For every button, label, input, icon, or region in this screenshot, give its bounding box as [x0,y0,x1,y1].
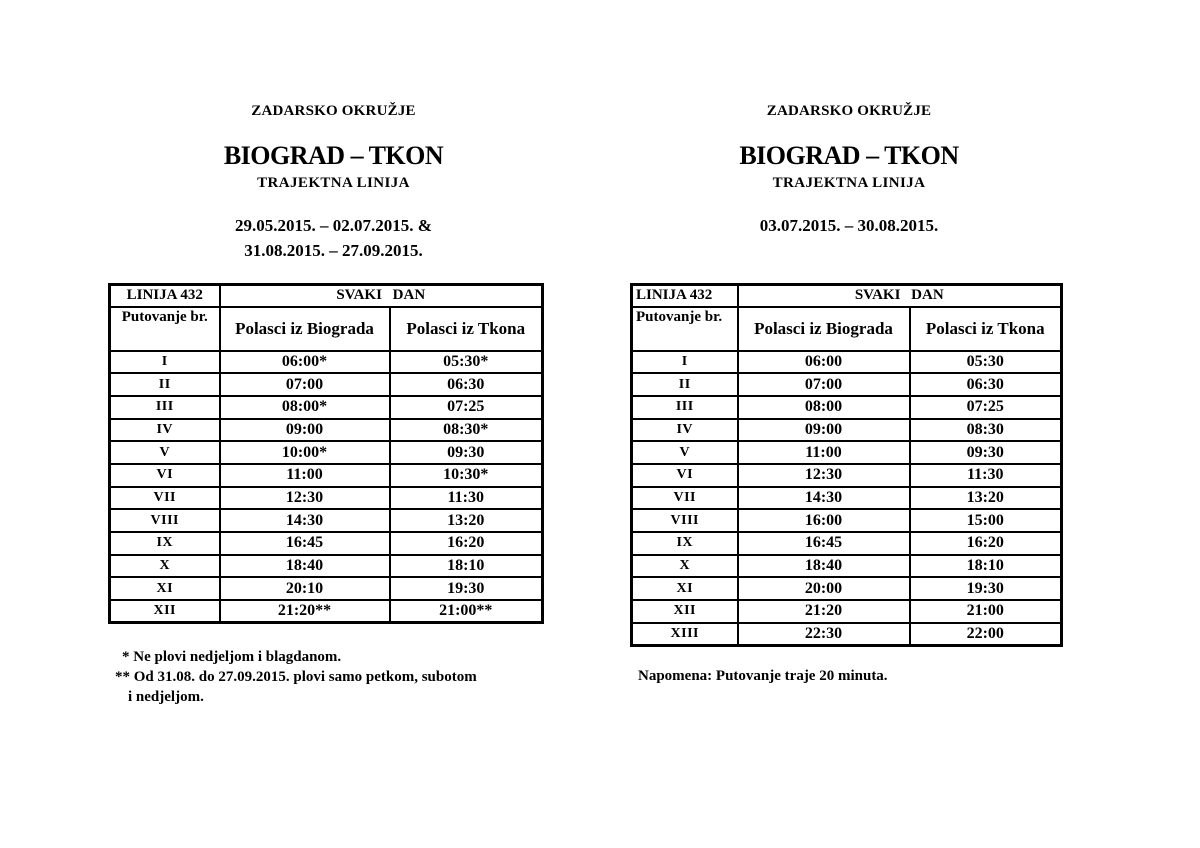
line-number-cell: LINIJA 432 [632,285,738,307]
biograd-departure-cell: 12:30 [220,487,390,510]
table-row [632,419,1062,442]
trip-number-cell: XIII [632,623,738,646]
table-row [110,487,543,510]
validity-period [634,213,1064,238]
table-row [110,577,543,600]
biograd-departure-cell: 10:00* [220,441,390,464]
table-row [632,623,1062,646]
trip-number-cell: VII [632,487,738,510]
tkon-departure-cell: 21:00 [910,600,1062,623]
tkon-departure-cell: 05:30 [910,351,1062,374]
route-title: BIOGRAD – TKON [739,141,959,170]
table-row [632,555,1062,578]
trip-number-cell: III [110,396,220,419]
trip-number-cell: XII [110,600,220,623]
tkon-departure-cell: 18:10 [390,555,543,578]
left-schedule-page [108,0,541,848]
tkon-column-header: Polasci iz Tkona [390,307,543,351]
biograd-departure-cell: 21:20 [738,600,910,623]
tkon-departure-cell: 16:20 [910,532,1062,555]
biograd-departure-cell: 11:00 [738,441,910,464]
trip-number-cell: VII [110,487,220,510]
frequency-cell: SVAKI DAN [220,285,543,307]
table-row [632,577,1062,600]
tkon-departure-cell: 16:20 [390,532,543,555]
trip-number-cell: VIII [110,509,220,532]
trip-number-cell: X [110,555,220,578]
tkon-departure-cell: 05:30* [390,351,543,374]
tkon-departure-cell: 10:30* [390,464,543,487]
tkon-departure-cell: 13:20 [390,509,543,532]
trip-number-cell: X [632,555,738,578]
table-row [110,509,543,532]
tkon-departure-cell: 08:30 [910,419,1062,442]
table-header-row [110,285,543,307]
biograd-departure-cell: 21:20** [220,600,390,623]
frequency-cell: SVAKI DAN [738,285,1062,307]
tkon-departure-cell: 15:00 [910,509,1062,532]
table-row [110,600,543,623]
trip-number-cell: III [632,396,738,419]
table-row [632,532,1062,555]
biograd-departure-cell: 16:45 [738,532,910,555]
tkon-departure-cell: 09:30 [390,441,543,464]
trip-column-header: Putovanje br. [110,307,220,351]
route-title: BIOGRAD – TKON [223,141,444,170]
trip-number-cell: XII [632,600,738,623]
tkon-departure-cell: 06:30 [910,373,1062,396]
biograd-departure-cell: 18:40 [220,555,390,578]
table-row [110,419,543,442]
tkon-departure-cell: 06:30 [390,373,543,396]
footnotes [115,647,477,707]
validity-period-line: 31.08.2015. – 27.09.2015. [244,241,423,260]
table-row [632,509,1062,532]
schedule-table-body [632,351,1062,646]
trip-number-cell: IV [632,419,738,442]
biograd-departure-cell: 08:00 [738,396,910,419]
tkon-departure-cell: 22:00 [910,623,1062,646]
tkon-departure-cell: 21:00** [390,600,543,623]
trip-number-cell: IX [110,532,220,555]
biograd-departure-cell: 09:00 [220,419,390,442]
biograd-departure-cell: 20:00 [738,577,910,600]
table-row [110,396,543,419]
region-label: ZADARSKO OKRUŽJE [251,103,416,119]
biograd-departure-cell: 22:30 [738,623,910,646]
biograd-departure-cell: 14:30 [220,509,390,532]
trip-column-header: Putovanje br. [632,307,738,351]
tkon-departure-cell: 07:25 [910,396,1062,419]
table-row [110,373,543,396]
trip-number-cell: VIII [632,509,738,532]
line-type-subtitle: TRAJEKTNA LINIJA [772,175,926,191]
biograd-departure-cell: 14:30 [738,487,910,510]
tkon-departure-cell: 19:30 [390,577,543,600]
region-label: ZADARSKO OKRUŽJE [766,103,932,119]
biograd-departure-cell: 07:00 [220,373,390,396]
line-type-subtitle: TRAJEKTNA LINIJA [257,175,410,191]
biograd-departure-cell: 07:00 [738,373,910,396]
left-schedule-table [108,283,544,624]
validity-period-line: 03.07.2015. – 30.08.2015. [759,216,939,235]
tkon-departure-cell: 08:30* [390,419,543,442]
tkon-departure-cell: 19:30 [910,577,1062,600]
table-row [632,373,1062,396]
tkon-departure-cell: 09:30 [910,441,1062,464]
table-row [110,351,543,374]
trip-number-cell: IX [632,532,738,555]
trip-number-cell: V [632,441,738,464]
biograd-departure-cell: 20:10 [220,577,390,600]
duration-note: Napomena: Putovanje traje 20 minuta. [638,668,888,684]
trip-number-cell: II [110,373,220,396]
tkon-departure-cell: 07:25 [390,396,543,419]
right-schedule-page [630,0,1060,848]
tkon-departure-cell: 11:30 [910,464,1062,487]
tkon-column-header: Polasci iz Tkona [910,307,1062,351]
trip-number-cell: XI [632,577,738,600]
biograd-departure-cell: 18:40 [738,555,910,578]
trip-number-cell: VI [632,464,738,487]
line-number-cell: LINIJA 432 [110,285,220,307]
validity-period [117,213,550,263]
table-row [110,441,543,464]
trip-number-cell: IV [110,419,220,442]
table-row [632,441,1062,464]
trip-number-cell: XI [110,577,220,600]
trip-number-cell: V [110,441,220,464]
footnote-line: ** Od 31.08. do 27.09.2015. plovi samo petkom, subotom [115,669,477,685]
table-row [632,464,1062,487]
biograd-column-header: Polasci iz Biograda [738,307,910,351]
tkon-departure-cell: 13:20 [910,487,1062,510]
trip-number-cell: VI [110,464,220,487]
biograd-departure-cell: 06:00 [738,351,910,374]
biograd-departure-cell: 06:00* [220,351,390,374]
table-row [110,464,543,487]
tkon-departure-cell: 18:10 [910,555,1062,578]
biograd-departure-cell: 16:00 [738,509,910,532]
schedule-table-body [110,351,543,623]
biograd-departure-cell: 11:00 [220,464,390,487]
biograd-departure-cell: 16:45 [220,532,390,555]
footnote-line: * Ne plovi nedjeljom i blagdanom. [122,649,342,665]
trip-number-cell: II [632,373,738,396]
table-row [110,532,543,555]
biograd-departure-cell: 09:00 [738,419,910,442]
table-row [632,487,1062,510]
table-header-row [632,307,1062,351]
table-row [110,555,543,578]
validity-period-line: 29.05.2015. – 02.07.2015. & [235,216,432,235]
trip-number-cell: I [632,351,738,374]
table-row [632,396,1062,419]
table-header-row [110,307,543,351]
table-header-row [632,285,1062,307]
table-row [632,351,1062,374]
trip-number-cell: I [110,351,220,374]
right-schedule-table [630,283,1063,647]
biograd-departure-cell: 12:30 [738,464,910,487]
tkon-departure-cell: 11:30 [390,487,543,510]
footnote-line: i nedjeljom. [128,689,204,705]
table-row [632,600,1062,623]
biograd-departure-cell: 08:00* [220,396,390,419]
biograd-column-header: Polasci iz Biograda [220,307,390,351]
